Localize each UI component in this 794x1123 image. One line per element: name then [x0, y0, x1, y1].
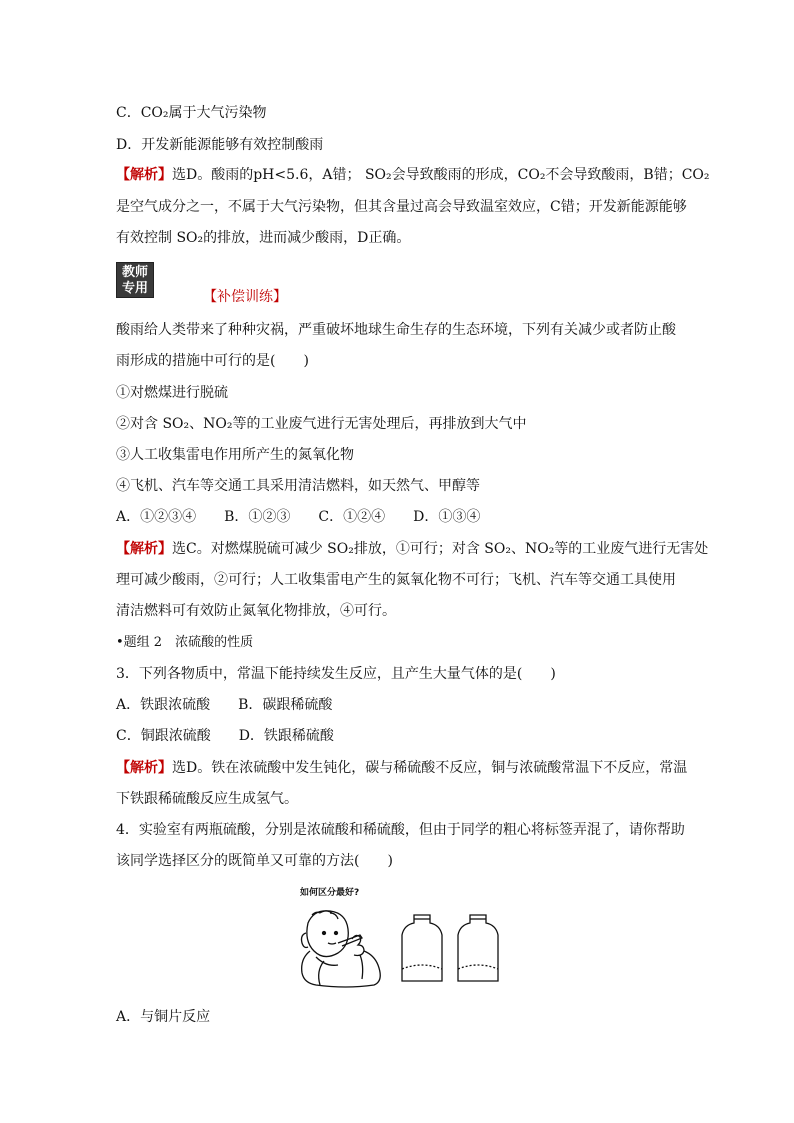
analysis-text: 选C。对燃煤脱硫可减少 SO₂排放，①可行；对含 SO₂、NO₂等的工业废气进行无害处: [172, 541, 709, 557]
analysis-1-line1: [116, 166, 710, 184]
supp-item-1: ①对燃煤进行脱硫: [116, 385, 228, 401]
supp-item-4: ④飞机、汽车等交通工具采用清洁燃料，如天然气、甲醇等: [116, 478, 480, 494]
q3-options-cd: C．铜跟浓硫酸 D．铁跟稀硫酸: [116, 728, 334, 744]
supp-analysis-line1: [116, 540, 708, 558]
supp-analysis-line2: 理可减少酸雨，②可行；人工收集雷电产生的氮氧化物不可行；飞机、汽车等交通工具使用: [116, 572, 676, 588]
badge-line1: 教师: [121, 265, 148, 280]
supp-stem-line1: 酸雨给人类带来了种种灾祸，严重破坏地球生命生存的生态环境，下列有关减少或者防止酸: [116, 322, 676, 338]
teacher-only-badge: [116, 262, 154, 298]
option-c: C．CO₂属于大气污染物: [116, 105, 267, 121]
q4-option-a: A．与铜片反应: [116, 1009, 211, 1025]
supp-item-2: ②对含 SO₂、NO₂等的工业废气进行无害处理后，再排放到大气中: [116, 416, 527, 432]
analysis-tag: 【解析】: [116, 167, 172, 183]
analysis-tag: 【解析】: [116, 541, 172, 557]
q3-options-ab: A．铁跟浓硫酸 B．碳跟稀硫酸: [116, 697, 333, 713]
supplementary-training-title: 【补偿训练】: [203, 289, 287, 305]
figure-illustration: [290, 885, 510, 995]
q3-analysis-line2: 下铁跟稀硫酸反应生成氢气。: [116, 791, 298, 807]
analysis-1-line2: 是空气成分之一，不属于大气污染物，但其含量过高会导致温室效应，C错；开发新能源能够: [116, 199, 687, 215]
thinking-student-bottles-figure: [290, 885, 510, 995]
group-2-heading: •题组 2 浓硫酸的性质: [116, 635, 254, 650]
q4-stem-line2: 该同学选择区分的既简单又可靠的方法( ): [116, 853, 393, 869]
analysis-text: 选D。铁在浓硫酸中发生钝化，碳与稀硫酸不反应，铜与浓硫酸常温下不反应，常温: [172, 760, 688, 776]
q3-stem: 3．下列各物质中，常温下能持续发生反应，且产生大量气体的是( ): [116, 666, 556, 682]
analysis-1-line3: 有效控制 SO₂的排放，进而减少酸雨，D正确。: [116, 230, 411, 246]
q4-stem-line1: 4．实验室有两瓶硫酸，分别是浓硫酸和稀硫酸，但由于同学的粗心将标签弄混了，请你帮助: [116, 822, 685, 838]
analysis-tag: 【解析】: [116, 760, 172, 776]
supp-analysis-line3: 清洁燃料可有效防止氮氧化物排放，④可行。: [116, 603, 396, 619]
analysis-text: 选D。酸雨的pH<5.6，A错； SO₂会导致酸雨的形成，CO₂不会导致酸雨，B错；CO₂: [172, 167, 710, 183]
supp-stem-line2: 雨形成的措施中可行的是( ): [116, 353, 309, 369]
supp-options: A．①②③④ B．①②③ C．①②④ D．①③④: [116, 509, 481, 525]
option-d: D．开发新能源能够有效控制酸雨: [116, 137, 324, 153]
supp-item-3: ③人工收集雷电作用所产生的氮氧化物: [116, 447, 354, 463]
q3-analysis-line1: [116, 759, 687, 777]
badge-line2: 专用: [121, 281, 148, 296]
figure-caption: 如何区分最好?: [300, 888, 360, 898]
